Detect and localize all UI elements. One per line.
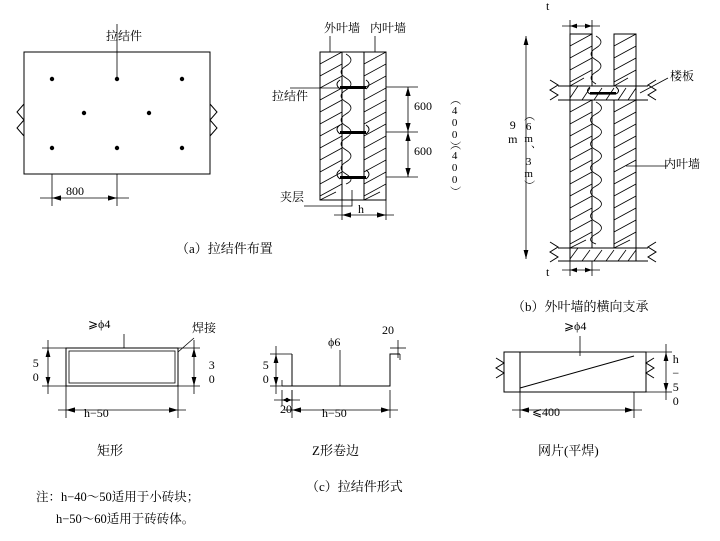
figure-c-zshape-bar-label: ϕ6 (328, 335, 341, 349)
figure-c-rect-dim-30: 30 (204, 358, 219, 386)
figure-c-zshape-top-20: 20 (382, 323, 394, 337)
figure-a-dim-800: 800 (66, 184, 84, 198)
figure-c-mesh-name: 网片(平焊) (538, 443, 599, 458)
figure-c-rect-bar-label: ⩾ϕ4 (88, 317, 111, 331)
figure-b-inner-leaf-label-2: 内叶墙 (664, 157, 701, 171)
figure-b-outer-leaf-label: 外叶墙 (324, 21, 361, 35)
figure-b-caption: （b）外叶墙的横向支承 (512, 299, 649, 314)
figure-b-tie-label: 拉结件 (272, 89, 309, 103)
figure-b-dim-6m3m: （6m、3m） (522, 110, 535, 191)
note-line-2: h−50～60适用于砖砖体。 (56, 512, 195, 526)
figure-b-dim-600-a: 600 (414, 99, 432, 113)
figure-c-mesh-bar-label: ⩾ϕ4 (564, 319, 587, 333)
figure-c-rect-name: 矩形 (97, 443, 124, 458)
figure-c-mesh-dim-width: ⩽400 (532, 405, 561, 419)
figure-c-mesh-dim-h50: h−50 (668, 352, 683, 408)
figure-a-tie-label: 拉结件 (106, 29, 143, 43)
figure-b-inner-leaf-label: 内叶墙 (370, 21, 407, 35)
figure-b-t-bottom: t (546, 265, 550, 279)
note-line-1: 注：h−40～50适用于小砖块； (36, 490, 200, 504)
figure-c-rect-weld-label: 焊接 (192, 321, 217, 335)
figure-b-dim-600-b: 600 (414, 144, 432, 158)
figure-c-zshape-dim-50: 50 (258, 358, 273, 386)
figure-b-t-top: t (546, 0, 550, 13)
figure-b-elevation-drawing (540, 16, 710, 284)
figure-c-caption: （c）拉结件形式 (306, 479, 403, 494)
figure-b-section-drawing (300, 30, 490, 220)
figure-c-zshape-dim-width: h−50 (322, 406, 347, 420)
figure-c-rect-drawing (28, 330, 228, 430)
figure-b-interlayer-label: 夹层 (280, 190, 305, 204)
figure-b-dim-h: h (358, 202, 364, 216)
figure-a-caption: （a）拉结件布置 (176, 241, 273, 256)
figure-c-rect-dim-50: 50 (28, 356, 43, 384)
figure-c-rect-dim-width: h−50 (84, 406, 109, 420)
figure-c-mesh-drawing (476, 330, 686, 430)
figure-b-dim-400-b: （400） (448, 139, 461, 197)
figure-b-floor-slab-label: 楼板 (670, 69, 695, 83)
figure-b-dim-9m: 9m (505, 118, 520, 146)
figure-b-dim-400-a: （400） (448, 94, 461, 152)
figure-c-zshape-name: Z形卷边 (312, 443, 359, 458)
figure-a-drawing (10, 38, 240, 218)
figure-c-zshape-bot-20: 20 (280, 402, 292, 416)
